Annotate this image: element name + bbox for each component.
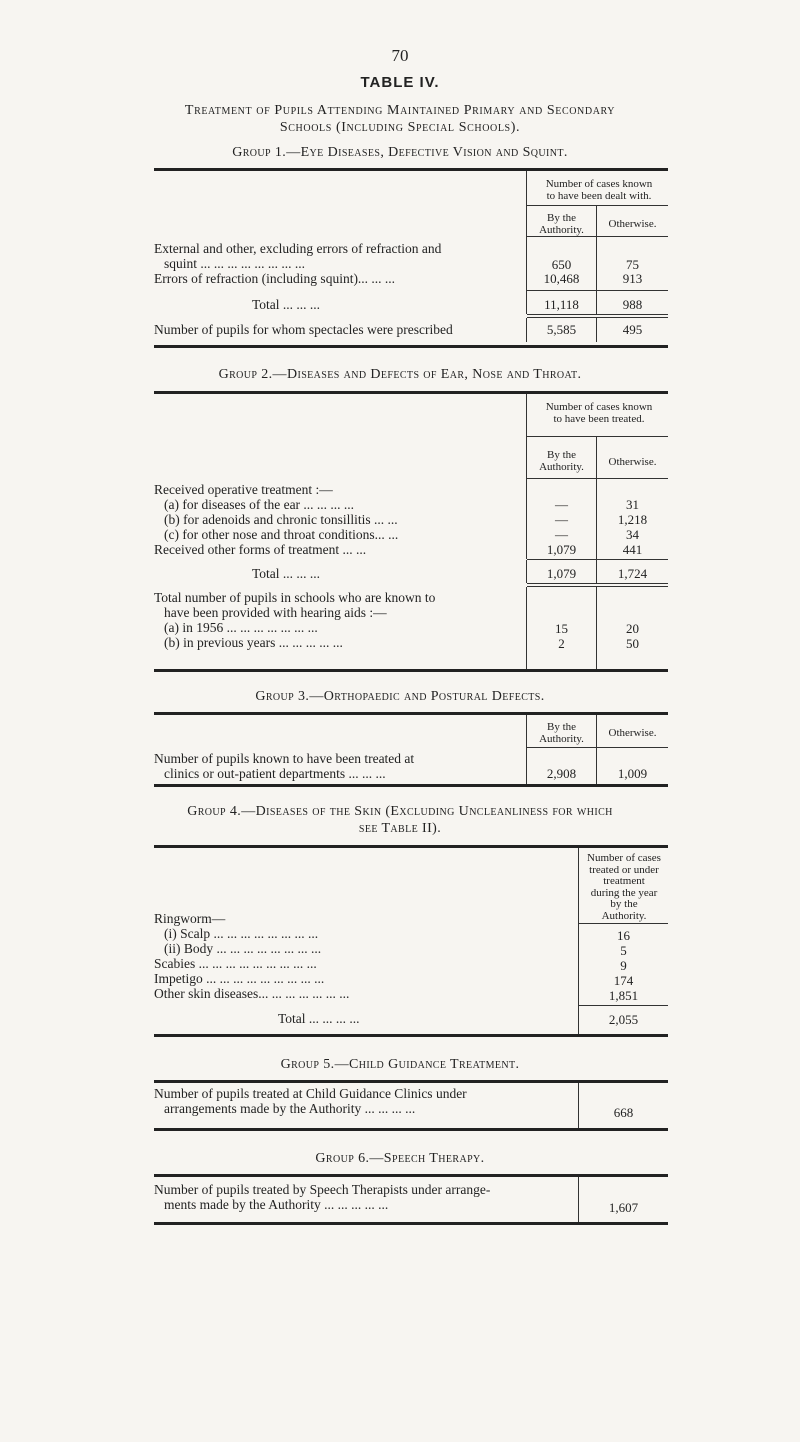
group2-header-rule [527,436,668,437]
group6-bottom-rule [154,1222,668,1225]
group3-label-line2: clinics or out-patient departments ... ... ... [164,766,386,781]
group4-col-header-line2: treated or under [589,863,659,876]
group1-col-group-header [530,178,668,202]
group4-ringworm-label: Ringworm— [154,911,226,926]
group1-row1-b: 75 [626,257,639,272]
group4-scalp-label: (i) Scalp ... ... ... ... ... ... ... ... [164,926,319,941]
group4-bottom-rule [154,1034,668,1037]
group2-received-header: Received operative treatment :— [154,482,333,497]
group2-row-a-a: — [555,497,568,512]
group2-col-b-header: Otherwise. [608,456,657,468]
group4-title-line1: Group 4.—Diseases of the Skin (Excluding Uncleanliness for which [187,804,613,819]
group1-total-top-rule [527,290,668,291]
group1-top-rule [154,168,668,171]
group1-col-b-header: Otherwise. [608,218,657,230]
group2-double-rule-2 [527,586,668,587]
group2-total-label: Total ... ... ... [252,566,321,581]
group3-col-b-header: Otherwise. [608,727,657,739]
group1-col-group-line1: Number of cases known [545,178,653,190]
group1-total-b: 988 [622,297,643,312]
group3-col-a-header [527,721,596,745]
group3-col-a-line2: Authority. [539,733,584,745]
group2-col-a-line1: By the [546,449,577,461]
group4-col-header-line3: treatment [603,875,645,887]
group2-row-a-label: (a) for diseases of the ear ... ... ... ... [164,497,355,512]
group1-spectacles-b: 495 [622,322,643,337]
group4-total-label: Total ... ... ... ... [278,1011,360,1026]
group3-a: 2,908 [546,766,577,781]
group3-header-rule [527,747,668,748]
group4-col-header [580,853,668,922]
group1-col-a-line2: Authority. [539,224,584,236]
group2-top-rule [154,391,668,394]
group1-header-bottom-rule [527,236,668,237]
group1-col-divider [526,171,527,314]
group4-body-label: (ii) Body ... ... ... ... ... ... ... ... [164,941,322,956]
group2-total-top-rule [527,559,668,560]
group2-row-c-label: (c) for other nose and throat conditions... ... [164,527,399,542]
group4-col-header-line6: Authority. [601,909,647,922]
group4-total-rule [579,1005,668,1006]
group1-double-rule-2 [527,317,668,318]
group4-col-header-line4: during the year [590,886,658,899]
group2-row-c-a: — [555,527,568,542]
group1-header-rule [527,205,668,206]
group2-total-a: 1,079 [546,566,577,581]
group1-bottom-rule [154,345,668,348]
group3-col-a-line1: By the [546,721,577,733]
group1-spectacles-label: Number of pupils for whom spectacles were prescribed [154,322,453,337]
group1-total-label: Total ... ... ... [252,297,321,312]
group3-title: Group 3.—Orthopaedic and Postural Defects. [255,689,545,704]
group6-value: 1,607 [608,1200,639,1215]
group5-top-rule [154,1080,668,1083]
group2-title: Group 2.—Diseases and Defects of Ear, Nose and Throat. [218,367,582,382]
group2-hearing-a-b: 20 [626,621,639,636]
table-heading-line2: Schools (Including Special Schools). [279,120,521,135]
group4-impetigo-value: 174 [613,973,634,988]
group4-total-value: 2,055 [608,1012,639,1027]
group1-row1-a: 650 [551,257,572,272]
group1-row1-label-line2: squint ... ... ... ... ... ... ... ... [164,256,306,271]
group2-col-group-line2: to have been treated. [553,413,645,425]
group5-bottom-rule [154,1128,668,1131]
group4-other-value: 1,851 [608,988,639,1003]
group5-label-line2: arrangements made by the Authority ... ... ... ... [164,1101,416,1116]
group5-label-line1: Number of pupils treated at Child Guidance Clinics under [154,1086,467,1101]
group2-hearing-line2: have been provided with hearing aids :— [164,605,387,620]
group1-row2-b: 913 [622,271,643,286]
group6-label-line2: ments made by the Authority ... ... ... ... ... [164,1197,389,1212]
group4-scalp-value: 16 [617,928,630,943]
group2-hearing-a-a: 15 [555,621,568,636]
group5-title: Group 5.—Child Guidance Treatment. [280,1057,520,1072]
group2-hearing-line1: Total number of pupils in schools who are known to [154,590,436,605]
page-number: 70 [391,46,409,65]
table-title: TABLE IV. [360,74,440,91]
group1-col-a-line1: By the [546,212,577,224]
group2-total-b: 1,724 [617,566,648,581]
group3-b: 1,009 [617,766,648,781]
group1-spectacles-a: 5,585 [546,322,577,337]
group3-label-line1: Number of pupils known to have been treated at [154,751,415,766]
group3-top-rule [154,712,668,715]
group4-col-header-line5: by the [610,898,638,910]
group1-row2-a: 10,468 [543,271,580,286]
table-heading-line1: Treatment of Pupils Attending Maintained Primary and Secondary [184,103,616,118]
group2-double-rule-1 [527,583,668,584]
group2-row-b-a: — [555,512,568,527]
group3-bottom-rule [154,784,668,787]
group2-hearing-b-a: 2 [558,636,565,651]
group1-double-rule-1 [527,314,668,315]
group2-hearing-b-label: (b) in previous years ... ... ... ... ... [164,635,343,650]
group4-scabies-value: 9 [620,958,627,973]
group2-row-b-label: (b) for adenoids and chronic tonsillitis ... ... [164,512,398,527]
group1-col-group-line2: to have been dealt with. [546,190,652,202]
group1-row2-label: Errors of refraction (including squint)... ... ... [154,271,396,286]
group1-row1-label-line1: External and other, excluding errors of refraction and [154,241,442,256]
group1-col-a-header [527,212,596,236]
group2-other-label: Received other forms of treatment ... ... [154,542,367,557]
group4-top-rule [154,845,668,848]
group6-title: Group 6.—Speech Therapy. [315,1151,485,1166]
group2-header-bottom-rule [527,478,668,479]
group4-impetigo-label: Impetigo ... ... ... ... ... ... ... ... ... [154,971,325,986]
group4-col-header-line1: Number of cases [587,852,661,864]
group2-col-a-line2: Authority. [539,461,584,473]
group2-hearing-b-b: 50 [626,636,639,651]
group6-label-line1: Number of pupils treated by Speech Therapists under arrange- [154,1182,491,1197]
group2-bottom-rule [154,669,668,672]
group5-value: 668 [613,1105,634,1120]
group2-other-a: 1,079 [546,542,577,557]
group2-col-group-header [530,401,668,425]
group2-hearing-a-label: (a) in 1956 ... ... ... ... ... ... ... [164,620,318,635]
group2-row-a-b: 31 [626,497,639,512]
group2-col-a-header [527,449,596,473]
group4-other-label: Other skin diseases... ... ... ... ... ... ... [154,986,350,1001]
group4-body-value: 5 [620,943,627,958]
group6-top-rule [154,1174,668,1177]
group2-row-b-b: 1,218 [617,512,648,527]
group4-scabies-label: Scabies ... ... ... ... ... ... ... ... ... [154,956,317,971]
group1-total-a: 11,118 [544,297,579,312]
group2-other-b: 441 [622,542,643,557]
group2-col-group-line1: Number of cases known [545,401,653,413]
group4-header-rule [579,923,668,924]
group1-title: Group 1.—Eye Diseases, Defective Vision and Squint. [232,145,568,160]
group2-row-c-b: 34 [626,527,639,542]
group4-title-line2: see Table II). [358,821,442,836]
